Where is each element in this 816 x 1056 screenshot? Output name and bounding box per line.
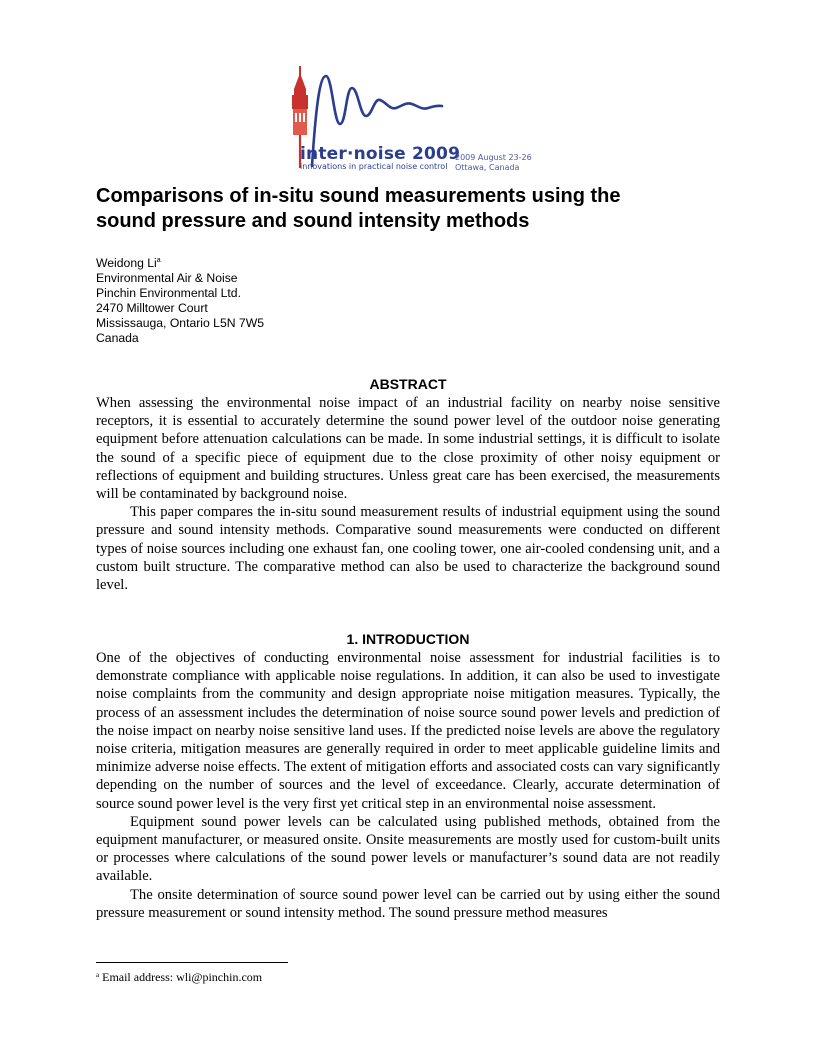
affiliation-line: 2470 Milltower Court [96, 301, 208, 315]
footnote-text: Email address: wli@pinchin.com [102, 970, 263, 984]
introduction-paragraph: Equipment sound power levels can be calculated using published methods, obtained from the equipment manufacturer, or measured onsite. Onsite measurements are mostly used for custom-built units or processes where calculations of the sound power levels or manufacturer’s sound data are not readily available. [96, 813, 720, 885]
conference-tagline: innovations in practical noise control [300, 162, 448, 171]
introduction-body [96, 649, 720, 922]
author-name-line [96, 256, 264, 271]
abstract-paragraph: This paper compares the in-situ sound measurement results of industrial equipment using the sound pressure and sound intensity methods. Comparative sound measurements were conducted on different types of noise sources including one exhaust fan, one cooling tower, one air-cooled condensing unit, and a custom built structure. The comparative method can also be used to characterize the background sound level. [96, 504, 720, 594]
paper-title-line: sound pressure and sound intensity methods [96, 210, 530, 232]
introduction-paragraph: One of the objectives of conducting environmental noise assessment for industrial facilities is to demonstrate compliance with applicable noise regulations. In addition, it can also be used to investigate noise complaints from the community and design appropriate noise mitigation measures. Typically, the process of an assessment includes the determination of noise source sound power levels and prediction of the noise impact on nearby noise sensitive land uses. If the predicted noise levels are above the regulatory noise criteria, mitigation measures are generally required in order to meet applicable guideline limits and minimize adverse noise effects. The extent of mitigation efforts and associated costs can vary significantly depending on the number of sources and the level of exceedance. Clearly, accurate determination of source sound power level is the very first yet critical step in an environmental noise assessment. [96, 650, 720, 812]
abstract-paragraph: When assessing the environmental noise impact of an industrial facility on nearby noise sensitive receptors, it is essential to accurately determine the sound power level of the outdoor noise generating equipment before attenuation calculations can be made. In some industrial settings, it is difficult to isolate the sound of a specific piece of equipment due to the close proximity of other noisy equipment or reflections of equipment and building structures. Unless great care has been exercised, the measurements will be contaminated by background noise. [96, 395, 720, 503]
author-name: Weidong Li [96, 256, 157, 270]
affiliation-line: Canada [96, 331, 139, 345]
affiliation-line: Mississauga, Ontario L5N 7W5 [96, 316, 264, 330]
paper-title-line: Comparisons of in-situ sound measurements using the [96, 185, 621, 207]
abstract-heading: ABSTRACT [369, 376, 447, 392]
affiliation-line: Environmental Air & Noise [96, 271, 238, 285]
introduction-paragraph: The onsite determination of source sound power level can be carried out by using either the sound pressure measurement or sound intensity method. The sound pressure method measures [96, 886, 720, 921]
event-date: 2009 August 23-26 [455, 153, 532, 162]
footnote-divider [96, 962, 288, 963]
footnote-mark: a [96, 971, 100, 979]
paper-title [96, 184, 736, 234]
abstract-body [96, 394, 720, 594]
footnote [96, 970, 262, 984]
introduction-heading: 1. INTRODUCTION [346, 631, 470, 647]
conference-brand-name: inter·noise 2009 [300, 144, 461, 164]
affiliation-line: Pinchin Environmental Ltd. [96, 286, 241, 300]
author-footnote-mark: a [156, 257, 161, 264]
author-block [96, 256, 264, 346]
event-place: Ottawa, Canada [455, 163, 520, 172]
